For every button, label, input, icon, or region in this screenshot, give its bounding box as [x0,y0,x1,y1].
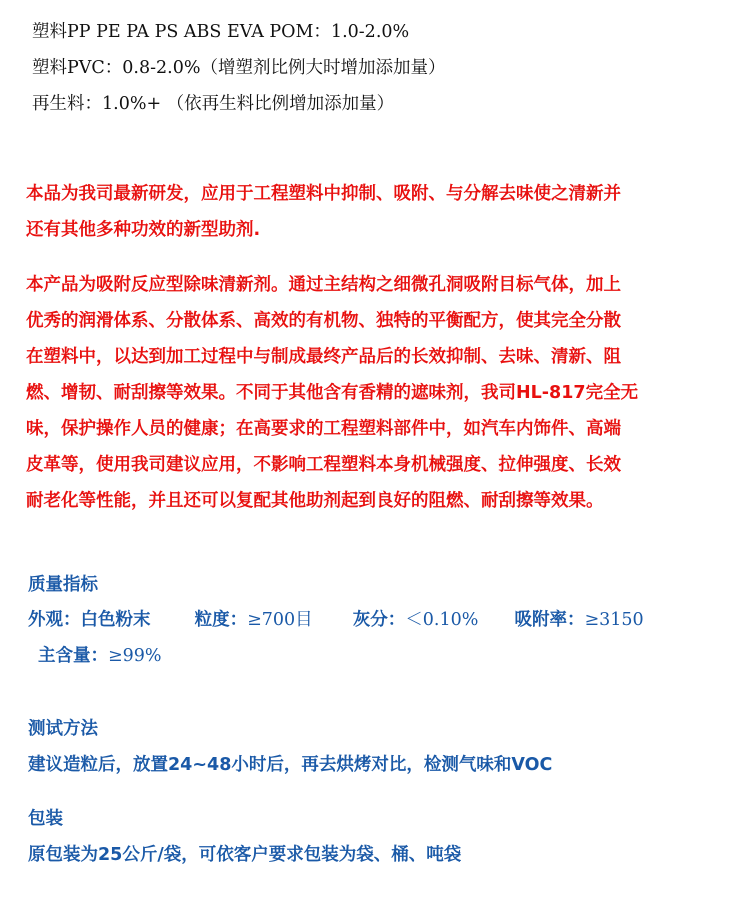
spec-value: ≥700目 [247,610,313,630]
spec-value: ＜0.10% [405,610,479,630]
description-line: 燃、增韧、耐刮擦等效果。不同于其他含有香精的遮味剂，我司HL-817完全无 [26,383,639,403]
description-line: 优秀的润滑体系、分散体系、高效的有机物、独特的平衡配方，使其完全分散 [26,311,621,331]
dosage-line-recycled [32,86,446,122]
dosage-text: PP PE PA PS ABS EVA POM：1.0-2.0% [67,22,410,42]
spec-label: 粒度： [194,610,248,630]
spec-adsorption [514,602,643,638]
description-line: 本产品为吸附反应型除味清新剂。通过主结构之细微孔洞吸附目标气体，加上 [26,275,621,295]
spec-label: 外观： [28,610,81,630]
description-line: 在塑料中，以达到加工过程中与制成最终产品后的长效抑制、去味、清新、阻 [26,347,621,367]
quality-heading: 质量指标 [28,575,98,595]
description-line: 味，保护操作人员的健康；在高要求的工程塑料部件中，如汽车内饰件、高端 [26,419,621,439]
dosage-label: 再生料 [32,94,85,114]
spec-main-content [38,638,162,674]
test-method-text: 建议造粒后，放置24~48小时后，再去烘烤对比，检测气味和VOC [28,755,553,775]
description-paragraph [26,267,726,519]
dosage-text: ：1.0%+ （依再生料比例增加添加量） [84,94,395,114]
dosage-line-pp [32,14,446,50]
spec-value: ≥99% [108,646,162,666]
intro-paragraph [26,176,726,248]
dosage-label: 塑料 [32,58,67,78]
spec-appearance [28,602,151,638]
spec-particle-size [195,602,313,638]
quality-specs-row [28,602,644,638]
spec-label: 灰分： [352,610,406,630]
dosage-section [32,14,446,122]
test-method-heading: 测试方法 [28,719,98,739]
intro-line: 本品为我司最新研发，应用于工程塑料中抑制、吸附、与分解去味使之清新并 [26,184,621,204]
spec-value: ≥3150 [584,610,644,630]
spec-label: 吸附率： [514,610,585,630]
intro-line: 还有其他多种功效的新型助剂. [26,220,261,240]
description-line: 皮革等，使用我司建议应用，不影响工程塑料本身机械强度、拉伸强度、长效 [26,455,621,475]
dosage-text: PVC：0.8-2.0%（增塑剂比例大时增加添加量） [67,58,446,78]
dosage-line-pvc [32,50,446,86]
packaging-heading: 包装 [28,809,63,829]
spec-value: 白色粉末 [80,610,151,630]
description-line: 耐老化等性能，并且还可以复配其他助剂起到良好的阻燃、耐刮擦等效果。 [26,491,604,511]
dosage-label: 塑料 [32,22,67,42]
spec-label: 主含量： [38,646,108,666]
spec-ash [353,602,479,638]
packaging-text: 原包装为25公斤/袋，可依客户要求包装为袋、桶、吨袋 [28,845,462,865]
